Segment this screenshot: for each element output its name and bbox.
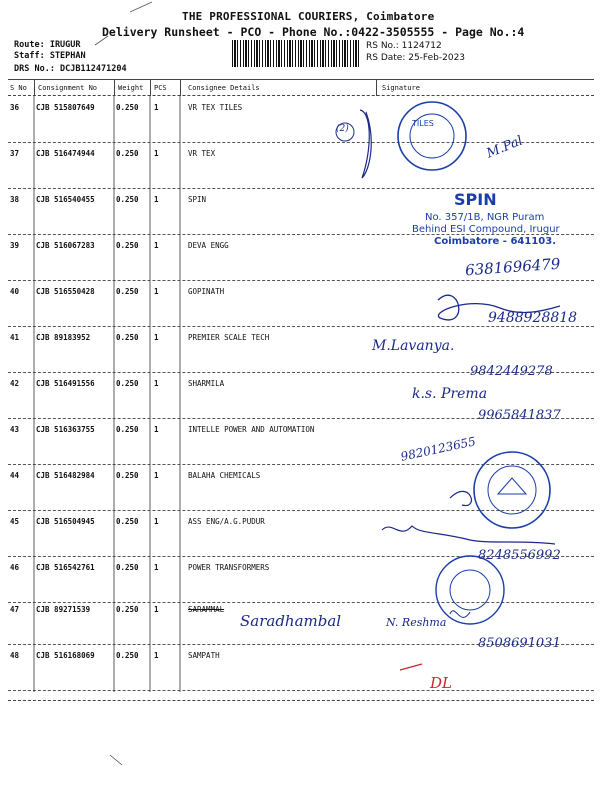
- row-weight: 0.250: [116, 195, 139, 204]
- row-pcs: 1: [154, 425, 159, 434]
- row47-signature: Saradhambal: [240, 612, 342, 630]
- row45-phone: 8248556992: [478, 548, 561, 563]
- row-pcs: 1: [154, 241, 159, 250]
- row-consignment: CJB 516540455: [36, 195, 95, 204]
- row-pcs: 1: [154, 651, 159, 660]
- row-consignment: CJB 516542761: [36, 563, 95, 572]
- row-consignee: SAMPATH: [188, 651, 220, 660]
- staff-label: Staff: STEPHAN: [14, 51, 86, 61]
- row-pcs: 1: [154, 517, 159, 526]
- row-consignee: INTELLE POWER AND AUTOMATION: [188, 425, 315, 434]
- row-pcs: 1: [154, 287, 159, 296]
- row-consignee: POWER TRANSFORMERS: [188, 563, 270, 572]
- col-weight: Weight: [118, 84, 144, 92]
- spin-stamp-address: Behind ESI Compound, Irugur: [412, 224, 560, 235]
- row-pcs: 1: [154, 195, 159, 204]
- row-pcs: 1: [154, 333, 159, 342]
- balaha-stamp: [450, 452, 550, 528]
- svg-text:TILES: TILES: [412, 119, 434, 128]
- spin-stamp-address: Coimbatore - 641103.: [434, 236, 556, 247]
- row-weight: 0.250: [116, 651, 139, 660]
- row37-signature: M.Pal: [484, 133, 525, 162]
- row-pcs: 1: [154, 471, 159, 480]
- row-sno: 39: [10, 241, 20, 250]
- power-transformers-stamp: [436, 556, 504, 624]
- row40-phone: 9488928818: [488, 310, 578, 326]
- row47-name: N. Reshma: [386, 616, 447, 629]
- row-weight: 0.250: [116, 605, 139, 614]
- row-consignment: CJB 516504945: [36, 517, 95, 526]
- row42-phone: 9965841837: [478, 408, 561, 423]
- row-sno: 46: [10, 563, 20, 572]
- row-weight: 0.250: [116, 149, 139, 158]
- spin-stamp-name: SPIN: [454, 190, 497, 209]
- row36-handwriting: (2): [336, 124, 349, 134]
- row-consignee: ASS ENG/A.G.PUDUR: [188, 517, 265, 526]
- row-sno: 37: [10, 149, 20, 158]
- row-sno: 48: [10, 651, 20, 660]
- row-consignment: CJB 89183952: [36, 333, 91, 342]
- row-consignee: SPIN: [188, 195, 207, 204]
- rs-number: RS No.: 1124712: [366, 41, 442, 51]
- row-consignee: VR TEX TILES: [188, 103, 243, 112]
- row-sno: 43: [10, 425, 20, 434]
- row-consignee: DEVA ENGG: [188, 241, 229, 250]
- row-consignee: PREMIER SCALE TECH: [188, 333, 270, 342]
- rs-date: RS Date: 25-Feb-2023: [366, 53, 466, 63]
- drs-number: DRS No.: DCJB112471204: [14, 64, 127, 74]
- row-consignment: CJB 516482984: [36, 471, 95, 480]
- row-sno: 40: [10, 287, 20, 296]
- row-pcs: 1: [154, 563, 159, 572]
- row-consignment: CJB 516491556: [36, 379, 95, 388]
- row-weight: 0.250: [116, 563, 139, 572]
- row47-phone: 8508691031: [478, 636, 561, 651]
- row48-signature: DL: [430, 674, 452, 692]
- row43-phone: 9820123655: [399, 434, 477, 464]
- row-consignee: GOPINATH: [188, 287, 225, 296]
- row41-phone: 9842449278: [470, 364, 553, 379]
- row-weight: 0.250: [116, 241, 139, 250]
- spin-stamp-address: No. 357/1B, NGR Puram: [425, 212, 545, 223]
- row-pcs: 1: [154, 103, 159, 112]
- row-weight: 0.250: [116, 517, 139, 526]
- row-sno: 45: [10, 517, 20, 526]
- row-weight: 0.250: [116, 287, 139, 296]
- row-sno: 41: [10, 333, 20, 342]
- row-consignment: CJB 516550428: [36, 287, 95, 296]
- row-sno: 36: [10, 103, 20, 112]
- row-sno: 42: [10, 379, 20, 388]
- row-consignment: CJB 516067283: [36, 241, 95, 250]
- row-consignment: CJB 516474944: [36, 149, 95, 158]
- row-consignment: CJB 89271539: [36, 605, 91, 614]
- row-weight: 0.250: [116, 425, 139, 434]
- company-title: THE PROFESSIONAL COURIERS, Coimbatore: [182, 10, 435, 23]
- row-weight: 0.250: [116, 379, 139, 388]
- row-sno: 44: [10, 471, 20, 480]
- route-label: Route: IRUGUR: [14, 40, 81, 50]
- row-consignee: SARAMMAL: [188, 605, 225, 614]
- row41-name: M.Lavanya.: [372, 338, 455, 354]
- row-weight: 0.250: [116, 333, 139, 342]
- row-pcs: 1: [154, 149, 159, 158]
- vr-textiles-stamp: [398, 102, 466, 170]
- row42-name: k.s. Prema: [412, 386, 488, 402]
- col-consignee: Consignee Details: [188, 84, 260, 92]
- row-consignee: BALAHA CHEMICALS: [188, 471, 261, 480]
- row39-phone: 6381696479: [464, 254, 561, 280]
- row-consignment: CJB 516168069: [36, 651, 95, 660]
- row-weight: 0.250: [116, 103, 139, 112]
- row-consignment: CJB 515807649: [36, 103, 95, 112]
- col-pcs: PCS: [154, 84, 167, 92]
- row-pcs: 1: [154, 379, 159, 388]
- col-signature: Signature: [382, 84, 420, 92]
- col-sno: S No: [10, 84, 27, 92]
- row-sno: 38: [10, 195, 20, 204]
- row-consignee: SHARMILA: [188, 379, 225, 388]
- row-pcs: 1: [154, 605, 159, 614]
- row-consignee: VR TEX: [188, 149, 216, 158]
- row-sno: 47: [10, 605, 20, 614]
- col-consignment: Consignment No: [38, 84, 98, 92]
- row-consignment: CJB 516363755: [36, 425, 95, 434]
- row-weight: 0.250: [116, 471, 139, 480]
- runsheet-subtitle: Delivery Runsheet - PCO - Phone No.:0422-3505555 - Page No.:4: [102, 25, 525, 39]
